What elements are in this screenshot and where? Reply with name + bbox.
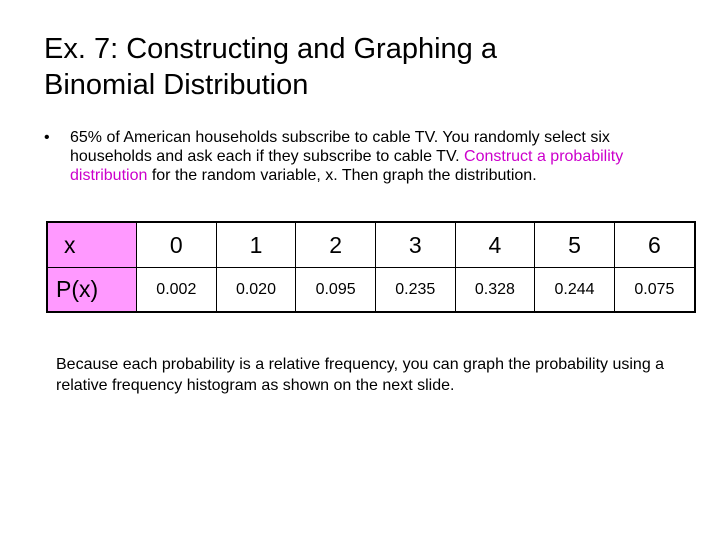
probability-cell: 0.020 [216, 268, 296, 313]
table-row-probability [47, 268, 695, 313]
x-value-cell: 3 [375, 222, 455, 268]
probability-cell: 0.244 [535, 268, 615, 313]
probability-cell: 0.235 [375, 268, 455, 313]
x-value-cell: 0 [137, 222, 217, 268]
bullet-text-after: for the random variable, x. Then graph the distribution. [147, 167, 537, 184]
x-value-cell: 2 [296, 222, 376, 268]
x-value-cell: 4 [455, 222, 535, 268]
p-header-cell: P(x) [47, 268, 137, 313]
slide-title-line-2: Binomial Distribution [44, 69, 309, 101]
bullet-icon: • [44, 129, 50, 146]
histogram-note: Because each probability is a relative frequency, you can graph the probability using a relative frequency histogram as shown on the next slide. [56, 356, 665, 394]
probability-cell: 0.328 [455, 268, 535, 313]
x-header-cell: x [47, 222, 137, 268]
bullet-text-before: 65% of American households subscribe to cable TV. You randomly select six households and ask each if they subscribe to cable TV. [70, 129, 610, 165]
x-value-cell: 5 [535, 222, 615, 268]
table-row-x [47, 222, 695, 268]
bullet-highlight: Construct a probability distribution [70, 148, 624, 184]
bullet-paragraph [44, 128, 674, 185]
slide-title-line-1: Ex. 7: Constructing and Graphing a [44, 33, 497, 65]
slide-title [44, 31, 684, 103]
bullet-text [70, 128, 674, 185]
probability-cell: 0.095 [296, 268, 376, 313]
probability-cell: 0.075 [614, 268, 695, 313]
x-value-cell: 6 [614, 222, 695, 268]
probability-cell: 0.002 [137, 268, 217, 313]
x-value-cell: 1 [216, 222, 296, 268]
probability-distribution-table [46, 221, 696, 313]
